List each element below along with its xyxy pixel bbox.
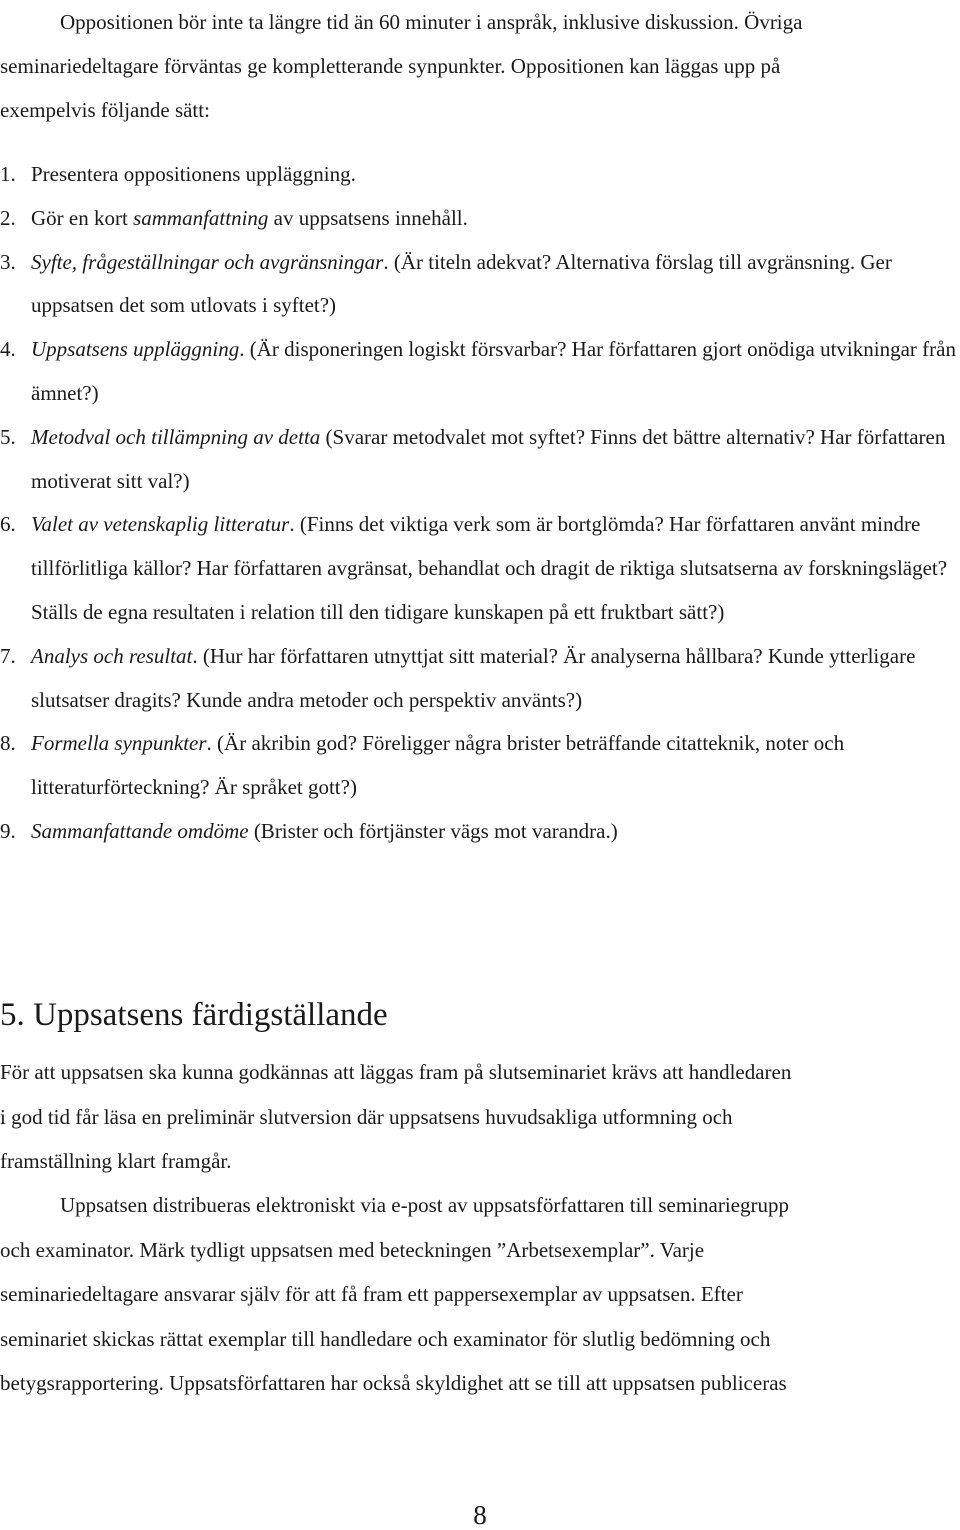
list-number: 2. xyxy=(0,205,16,230)
paragraph-line: Uppsatsen distribueras elektroniskt via e-post av uppsatsförfattaren till seminariegrupp xyxy=(60,1193,789,1217)
body-paragraph xyxy=(0,1183,960,1406)
list-item xyxy=(0,328,960,416)
list-text: . (Är titeln adekvat? Alternativa förslag till avgränsning. Ger uppsatsen det som utlovats i syftet?) xyxy=(31,249,892,318)
list-text: . (Hur har författaren utnyttjat sitt material? Är analyserna hållbara? Kunde ytterligare slutsatser dragits? Kunde andra metoder och perspektiv använts?) xyxy=(31,643,916,712)
opposition-steps-list xyxy=(0,153,960,854)
list-emphasis: Valet av vetenskaplig litteratur xyxy=(31,512,290,537)
paragraph-line: och examinator. Märk tydligt uppsatsen med beteckningen ”Arbetsexemplar”. Varje xyxy=(0,1237,705,1262)
list-item xyxy=(0,722,960,810)
list-emphasis: Formella synpunkter xyxy=(31,731,207,756)
list-text: . (Finns det viktiga verk som är bortglömda? Har författaren använt mindre tillförlitliga källor? Har författaren avgränsat, behandlat och dragit de riktiga slutsatserna av forskningsläget? Ställs de egna resultaten i relation till den tidigare kunskapen på ett fruktbart sätt?) xyxy=(31,512,948,624)
list-emphasis: sammanfattning xyxy=(133,205,269,230)
intro-line: Oppositionen bör inte ta längre tid än 60 minuter i anspråk, inklusive diskussion. Övriga xyxy=(60,10,803,34)
list-number: 9. xyxy=(0,818,16,843)
list-number: 1. xyxy=(0,162,16,186)
list-item xyxy=(0,416,960,504)
intro-line: seminariedeltagare förväntas ge kompletterande synpunkter. Oppositionen kan läggas upp på xyxy=(0,54,781,78)
paragraph-line: i god tid får läsa en preliminär slutversion där uppsatsens huvudsakliga utformning och xyxy=(0,1104,733,1129)
list-item xyxy=(0,503,960,634)
paragraph-line: betygsrapportering. Uppsatsförfattaren har också skyldighet att se till att uppsatsen publiceras xyxy=(0,1371,787,1395)
list-text: Presentera oppositionens uppläggning. xyxy=(31,162,356,186)
list-number: 3. xyxy=(0,249,16,274)
list-text: (Svarar metodvalet mot syftet? Finns det bättre alternativ? Har författaren motiverat sitt val?) xyxy=(31,424,946,493)
list-item xyxy=(0,241,960,329)
list-text: (Brister och förtjänster vägs mot varandra.) xyxy=(248,818,618,843)
list-text: av uppsatsens innehåll. xyxy=(268,205,468,230)
list-item xyxy=(0,810,960,854)
list-emphasis: Analys och resultat xyxy=(31,643,193,668)
section-heading: 5. Uppsatsens färdigställande xyxy=(0,997,388,1033)
list-emphasis: Sammanfattande omdöme xyxy=(31,818,249,843)
list-number: 7. xyxy=(0,643,16,668)
list-emphasis: Metodval och tillämpning av detta xyxy=(31,424,321,449)
intro-line: exempelvis följande sätt: xyxy=(0,98,210,122)
paragraph-line: framställning klart framgår. xyxy=(0,1149,232,1173)
list-text: . (Är disponeringen logiskt försvarbar? Har författaren gjort onödiga utvikningar från ämnet?) xyxy=(31,337,956,405)
list-emphasis: Syfte, frågeställningar och avgränsningar xyxy=(31,249,384,274)
list-number: 6. xyxy=(0,512,16,537)
paragraph-line: seminariedeltagare ansvarar själv för att få fram ett pappersexemplar av uppsatsen. Efter xyxy=(0,1282,743,1306)
list-item xyxy=(0,153,960,197)
body-paragraph xyxy=(0,1050,960,1184)
page-number: 8 xyxy=(473,1500,487,1530)
list-emphasis: Uppsatsens uppläggning xyxy=(31,337,240,362)
list-text: . (Är akribin god? Föreligger några brister beträffande citatteknik, noter och litteraturförteckning? Är språket gott?) xyxy=(31,731,845,800)
list-number: 5. xyxy=(0,424,16,449)
list-number: 8. xyxy=(0,731,16,756)
intro-paragraph xyxy=(0,0,960,132)
list-text: Gör en kort xyxy=(31,205,134,230)
list-number: 4. xyxy=(0,337,16,362)
list-item xyxy=(0,197,960,241)
paragraph-line: För att uppsatsen ska kunna godkännas att läggas fram på slutseminariet krävs att handledaren xyxy=(0,1060,792,1084)
list-item xyxy=(0,635,960,723)
paragraph-line: seminariet skickas rättat exemplar till handledare och examinator för slutlig bedömning och xyxy=(0,1326,771,1351)
